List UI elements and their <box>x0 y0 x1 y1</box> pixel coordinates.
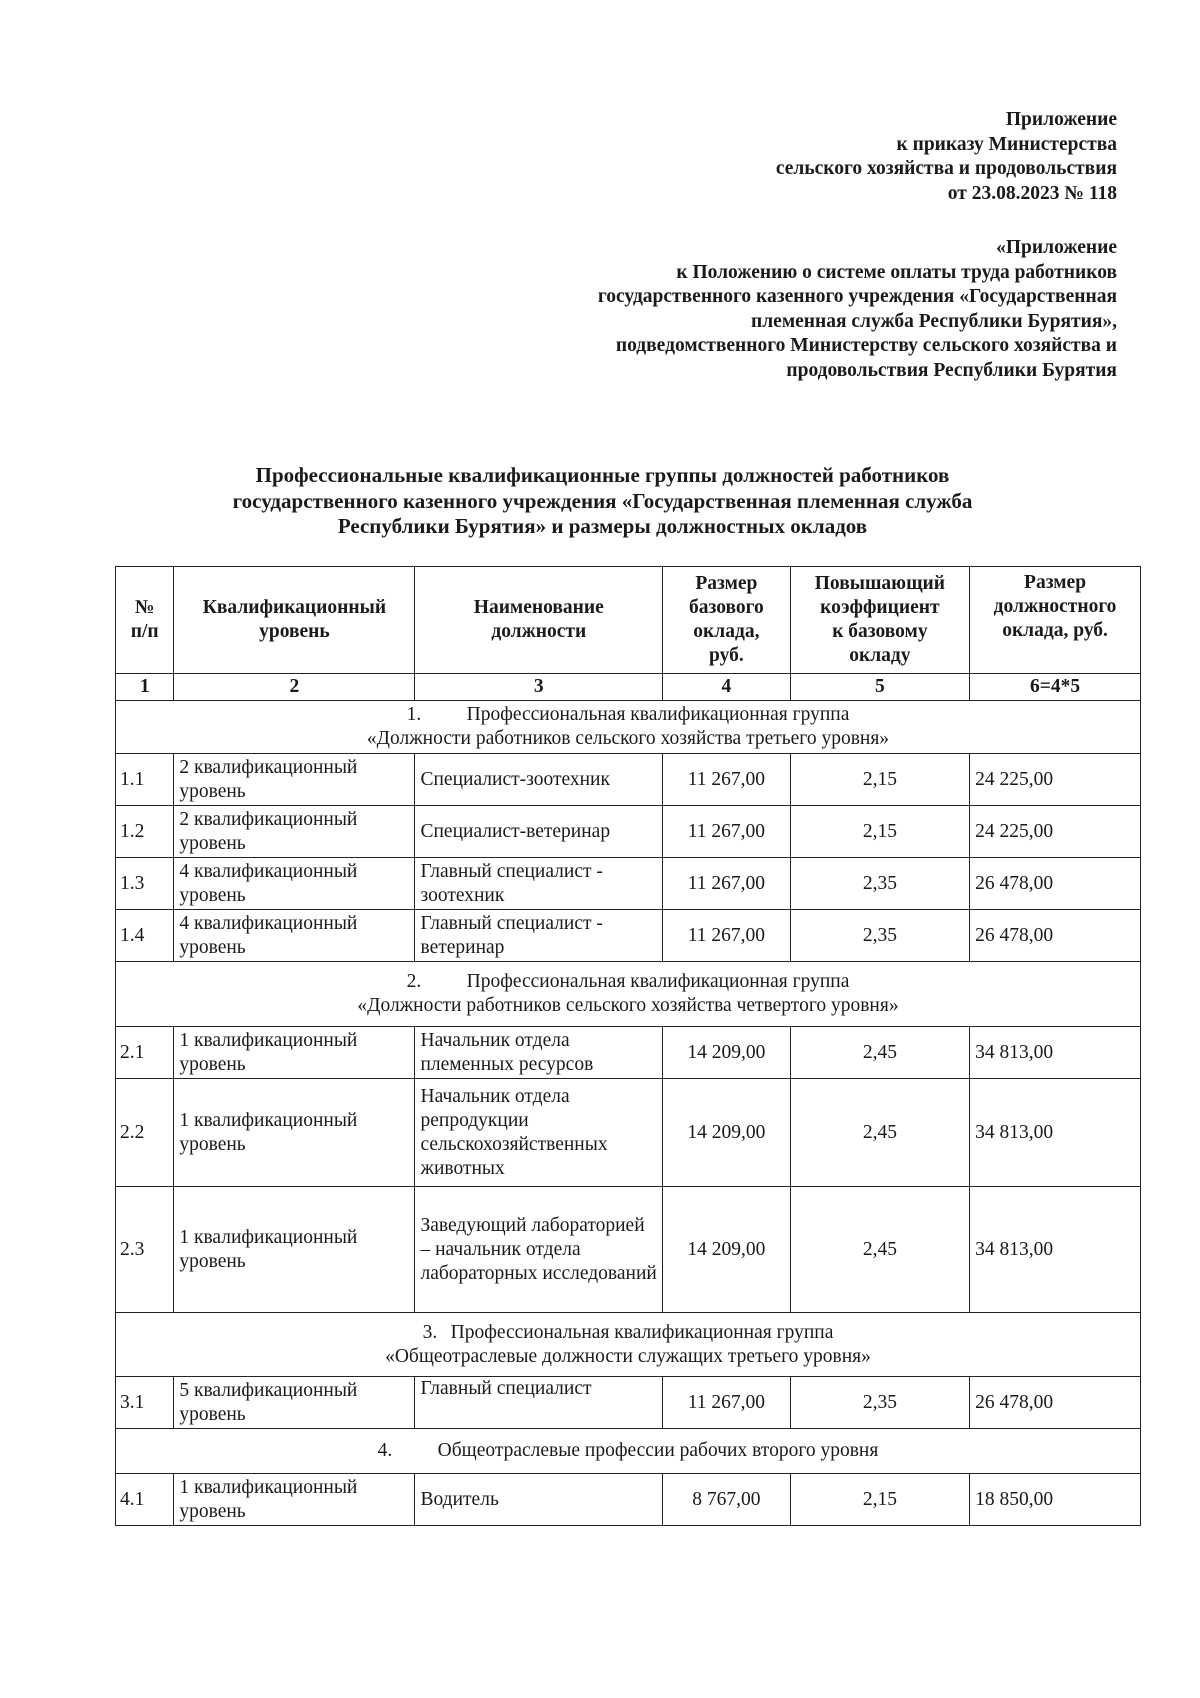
table-row <box>116 1079 1141 1187</box>
row-salary: 34 813,00 <box>970 1027 1141 1079</box>
row-position: Заведующий лабораторией – начальник отдела лабораторных исследований <box>415 1187 663 1313</box>
approval-line-3: сельского хозяйства и продовольствия <box>775 158 1117 179</box>
header-salary-line: оклада, руб. <box>1002 620 1108 641</box>
group-header <box>116 962 1141 1027</box>
table-row <box>116 806 1141 858</box>
table-row <box>116 1377 1141 1429</box>
table-row <box>116 1027 1141 1079</box>
row-level: 2 квалификационный уровень <box>174 806 415 858</box>
header-level <box>174 567 415 674</box>
row-base-salary: 11 267,00 <box>663 1377 791 1429</box>
group-name: Профессиональная квалификационная группа <box>466 971 850 992</box>
row-salary: 26 478,00 <box>970 910 1141 962</box>
row-number: 1.3 <box>116 858 174 910</box>
row-level: 1 квалификационный уровень <box>174 1027 415 1079</box>
regulation-line-2: к Положению о системе оплаты труда работников <box>676 261 1117 283</box>
row-position: Главный специалист - ветеринар <box>415 910 663 962</box>
regulation-line-3: государственного казенного учреждения «Государственная <box>597 286 1117 307</box>
approval-line-2: к приказу Министерства <box>896 133 1117 155</box>
row-number: 1.4 <box>116 910 174 962</box>
column-number: 2 <box>174 674 415 701</box>
group-header <box>116 1313 1141 1377</box>
row-base-salary: 11 267,00 <box>663 910 791 962</box>
row-level: 4 квалификационный уровень <box>174 858 415 910</box>
title-line-2: государственного казенного учреждения «Государственная племенная служба <box>232 488 973 513</box>
document-title <box>115 463 1090 540</box>
row-coefficient: 2,35 <box>790 910 969 962</box>
group-header-row <box>116 1313 1141 1377</box>
table-row <box>116 754 1141 806</box>
group-header <box>116 1429 1141 1474</box>
title-line-1: Профессиональные квалификационные группы должностей работников <box>255 463 950 487</box>
group-subtitle: «Должности работников сельского хозяйства четвертого уровня» <box>357 995 899 1016</box>
row-salary: 34 813,00 <box>970 1187 1141 1313</box>
header-base-line: оклада, <box>693 621 760 642</box>
row-salary: 26 478,00 <box>970 1377 1141 1429</box>
row-number: 2.2 <box>116 1079 174 1187</box>
group-header-row <box>116 1429 1141 1474</box>
row-coefficient: 2,15 <box>790 806 969 858</box>
regulation-header <box>598 236 1117 383</box>
row-number: 2.3 <box>116 1187 174 1313</box>
row-base-salary: 8 767,00 <box>663 1474 791 1526</box>
column-number: 4 <box>663 674 791 701</box>
column-number: 1 <box>116 674 174 701</box>
approval-header <box>776 108 1117 206</box>
column-number: 3 <box>415 674 663 701</box>
header-salary <box>970 567 1141 674</box>
row-position: Водитель <box>415 1474 663 1526</box>
group-subtitle: «Общеотраслевые должности служащих третьего уровня» <box>385 1345 871 1367</box>
header-base-line: базового <box>688 597 764 618</box>
header-salary-line: Размер <box>1024 572 1087 593</box>
header-base-line: Размер <box>695 573 758 594</box>
row-position: Начальник отдела репродукции сельскохозяйственных животных <box>415 1079 663 1187</box>
row-coefficient: 2,15 <box>790 1474 969 1526</box>
header-coef-line: коэффициент <box>820 597 940 618</box>
row-base-salary: 11 267,00 <box>663 858 791 910</box>
group-header-row <box>116 962 1141 1027</box>
row-base-salary: 14 209,00 <box>663 1027 791 1079</box>
header-position-line: Наименование <box>473 597 604 618</box>
row-position: Начальник отдела племенных ресурсов <box>415 1027 663 1079</box>
row-number: 4.1 <box>116 1474 174 1526</box>
group-number: 2. <box>406 971 422 992</box>
header-base-salary <box>663 567 791 674</box>
approval-line-4: от 23.08.2023 № 118 <box>947 182 1117 204</box>
row-number: 3.1 <box>116 1377 174 1429</box>
table-row <box>116 910 1141 962</box>
row-base-salary: 11 267,00 <box>663 754 791 806</box>
header-salary-line: должностного <box>993 596 1117 617</box>
group-header <box>116 701 1141 754</box>
row-position: Специалист-ветеринар <box>415 806 663 858</box>
row-position: Специалист-зоотехник <box>415 754 663 806</box>
regulation-line-5: подведомственного Министерству сельского хозяйства и <box>615 335 1117 356</box>
row-level: 5 квалификационный уровень <box>174 1377 415 1429</box>
header-num-line: п/п <box>130 621 159 642</box>
row-coefficient: 2,45 <box>790 1187 969 1313</box>
header-coef-line: Повышающий <box>814 573 946 594</box>
row-level: 4 квалификационный уровень <box>174 910 415 962</box>
row-coefficient: 2,45 <box>790 1079 969 1187</box>
row-level: 1 квалификационный уровень <box>174 1187 415 1313</box>
header-position-line: должности <box>491 621 587 642</box>
table-row <box>116 1187 1141 1313</box>
header-coefficient <box>790 567 969 674</box>
salary-table <box>115 566 1141 1526</box>
title-line-3: Республики Бурятия» и размеры должностных окладов <box>337 514 868 538</box>
regulation-line-4: племенная служба Республики Бурятия», <box>750 310 1117 332</box>
row-coefficient: 2,35 <box>790 1377 969 1429</box>
row-salary: 18 850,00 <box>970 1474 1141 1526</box>
group-name: Профессиональная квалификационная группа <box>450 1321 834 1343</box>
header-position <box>415 567 663 674</box>
row-level: 1 квалификационный уровень <box>174 1474 415 1526</box>
regulation-line-6: продовольствия Республики Бурятия <box>786 359 1117 381</box>
row-salary: 26 478,00 <box>970 858 1141 910</box>
group-header-row <box>116 701 1141 754</box>
header-num <box>116 567 174 674</box>
group-number: 3. <box>422 1321 438 1343</box>
table-row <box>116 1474 1141 1526</box>
column-number-row <box>116 674 1141 701</box>
header-level-line: Квалификационный <box>202 597 387 618</box>
regulation-line-1: «Приложение <box>996 237 1117 258</box>
group-name: Общеотраслевые профессии рабочих второго уровня <box>437 1440 879 1461</box>
row-level: 2 квалификационный уровень <box>174 754 415 806</box>
row-position: Главный специалист <box>415 1377 663 1429</box>
row-salary: 24 225,00 <box>970 754 1141 806</box>
header-coef-line: к базовому <box>832 621 928 642</box>
approval-line-1: Приложение <box>1005 109 1117 130</box>
header-row <box>116 567 1141 674</box>
header-level-line: уровень <box>259 621 330 642</box>
row-number: 2.1 <box>116 1027 174 1079</box>
table-row <box>116 858 1141 910</box>
column-number: 6=4*5 <box>970 674 1141 701</box>
row-number: 1.1 <box>116 754 174 806</box>
row-salary: 34 813,00 <box>970 1079 1141 1187</box>
row-coefficient: 2,35 <box>790 858 969 910</box>
row-number: 1.2 <box>116 806 174 858</box>
header-num-line: № <box>134 597 155 618</box>
header-base-line: руб. <box>709 645 744 666</box>
row-level: 1 квалификационный уровень <box>174 1079 415 1187</box>
row-coefficient: 2,15 <box>790 754 969 806</box>
row-coefficient: 2,45 <box>790 1027 969 1079</box>
group-number: 4. <box>377 1440 393 1461</box>
column-number: 5 <box>790 674 969 701</box>
row-position: Главный специалист - зоотехник <box>415 858 663 910</box>
header-coef-line: окладу <box>849 645 911 666</box>
row-base-salary: 11 267,00 <box>663 806 791 858</box>
group-subtitle: «Должности работников сельского хозяйства третьего уровня» <box>366 728 890 749</box>
row-salary: 24 225,00 <box>970 806 1141 858</box>
group-name: Профессиональная квалификационная группа <box>466 704 850 725</box>
row-base-salary: 14 209,00 <box>663 1079 791 1187</box>
row-base-salary: 14 209,00 <box>663 1187 791 1313</box>
group-number: 1. <box>406 704 422 725</box>
